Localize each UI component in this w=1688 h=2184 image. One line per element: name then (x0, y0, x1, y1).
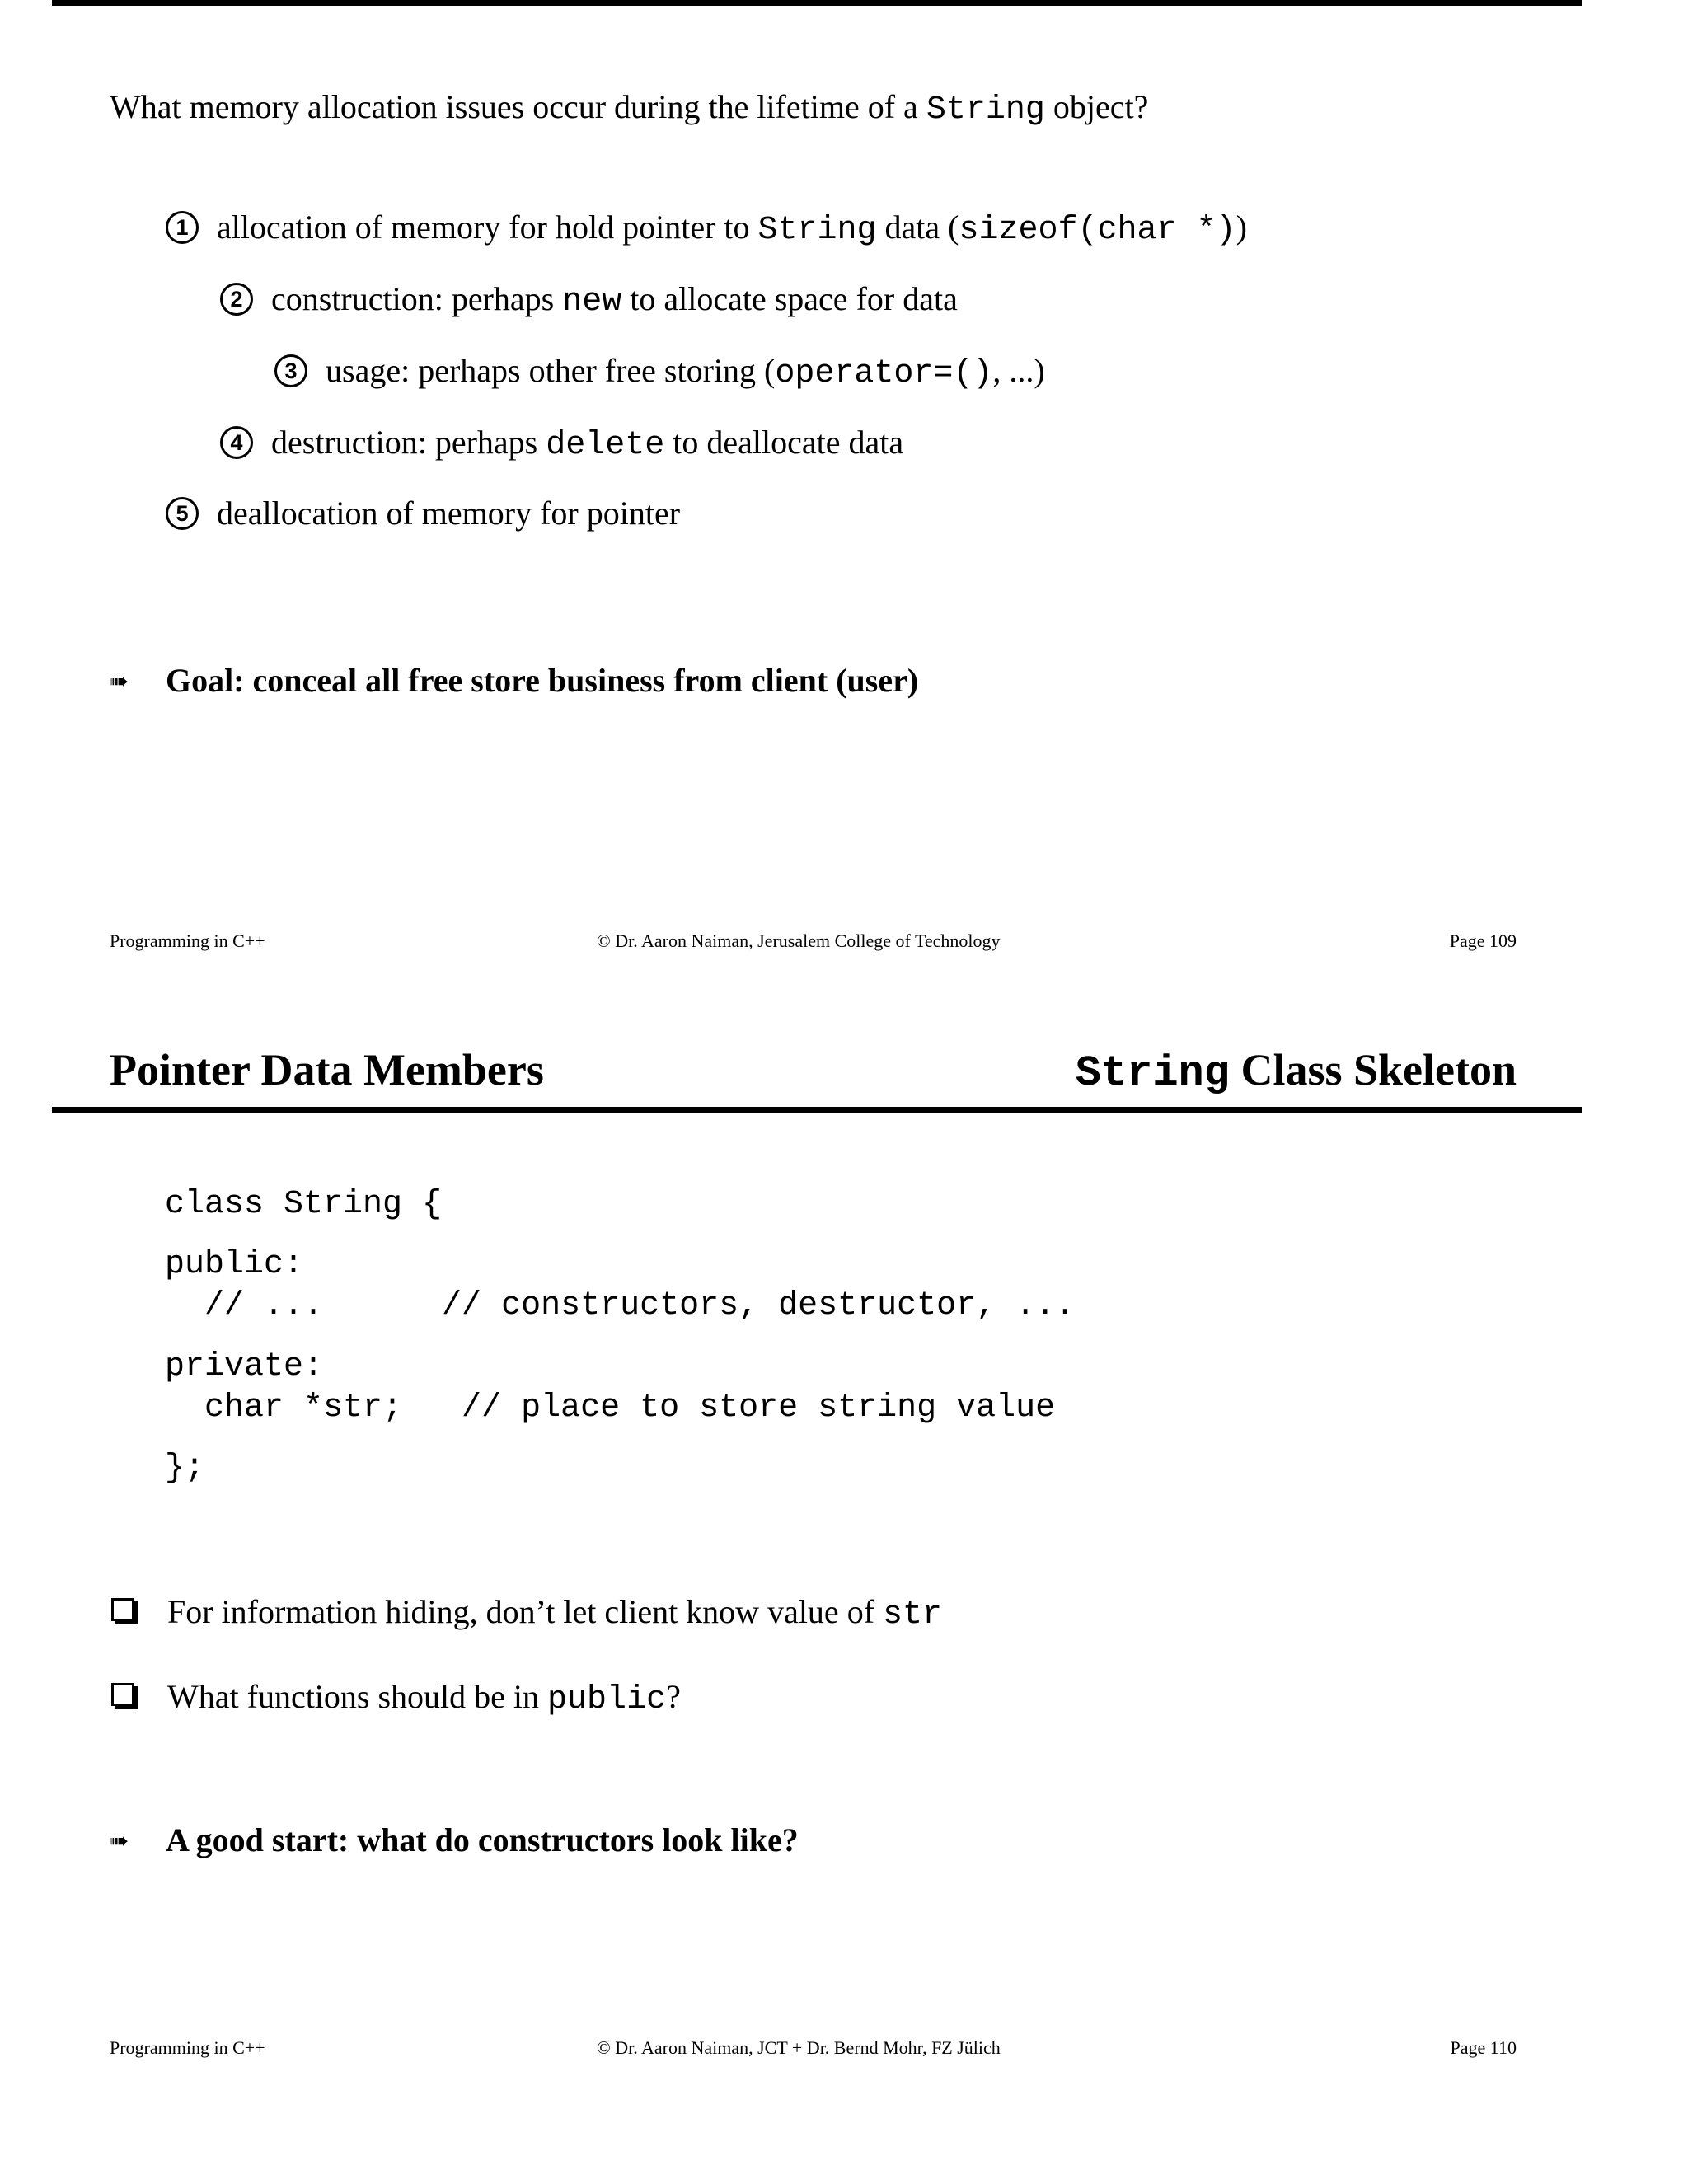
code-line-4: private: (165, 1348, 324, 1385)
arrow-right-icon: ➠ (110, 1827, 129, 1854)
goal-110-text: A good start: what do constructors look like? (166, 1821, 799, 1858)
code-line-1: class String { (165, 1186, 443, 1223)
page-title-right-code: String (1075, 1049, 1230, 1098)
step-5-text: deallocation of memory for pointer (217, 494, 681, 532)
step-2 (220, 278, 958, 324)
circled-number-icon: 3 (274, 354, 307, 387)
bullet-1-text: For information hiding, don’t let client know value of (167, 1593, 884, 1630)
goal-109 (110, 659, 918, 703)
bullet-1 (110, 1591, 942, 1637)
step-3-code: operator=() (775, 355, 993, 392)
circled-number-icon: 4 (220, 426, 253, 459)
step-3 (274, 349, 1045, 396)
goal-109-text: Goal: conceal all free store business from client (user) (166, 662, 919, 699)
step-4-code: delete (546, 427, 665, 464)
question-post: object? (1044, 88, 1149, 125)
circled-number-icon: 5 (166, 497, 199, 530)
question-line (110, 86, 1148, 132)
step-4 (220, 421, 903, 467)
step-1-code: String (757, 212, 877, 249)
question-pre: What memory allocation issues occur during the lifetime of a (110, 88, 926, 125)
circled-number-icon: 1 (166, 211, 199, 244)
goal-110 (110, 1819, 799, 1863)
checkbox-bullet-icon (111, 1598, 134, 1621)
step-2-text: construction: perhaps (271, 280, 563, 317)
footer-left-110: Programming in C++ (110, 2037, 265, 2058)
step-1-code2: sizeof(char *) (959, 212, 1236, 249)
step-1 (166, 206, 1247, 252)
footer-right-109: Page 109 (1449, 930, 1517, 951)
footer-center-110: © Dr. Aaron Naiman, JCT + Dr. Bernd Mohr, FZ Jülich (597, 2037, 1001, 2058)
code-line-5: char *str; // place to store string value (165, 1390, 1056, 1427)
step-3-text: usage: perhaps other free storing ( (326, 352, 776, 389)
page-title-right (1076, 1043, 1517, 1100)
step-1-post: ) (1236, 209, 1247, 246)
code-line-2: public: (165, 1246, 304, 1283)
code-line-3: // ... // constructors, destructor, ... (165, 1287, 1076, 1324)
bullet-2-text: What functions should be in (167, 1678, 548, 1715)
bullet-2 (110, 1675, 681, 1722)
step-1-mid: data ( (876, 209, 959, 246)
arrow-right-icon: ➠ (110, 668, 129, 695)
page-title-left: Pointer Data Members (110, 1045, 544, 1094)
step-4-post: to deallocate data (664, 424, 904, 461)
bullet-2-code: public (547, 1681, 667, 1718)
step-5 (166, 492, 680, 535)
checkbox-bullet-icon (111, 1683, 134, 1706)
title-rule (52, 1107, 1582, 1113)
step-3-post: , ...) (992, 352, 1045, 389)
step-4-text: destruction: perhaps (271, 424, 546, 461)
footer-center-109: © Dr. Aaron Naiman, Jerusalem College of Technology (597, 930, 1001, 951)
footer-right-110: Page 110 (1450, 2037, 1517, 2058)
top-rule (52, 0, 1582, 6)
bullet-2-post: ? (666, 1678, 681, 1715)
step-2-code: new (562, 284, 622, 321)
code-line-6: }; (165, 1450, 205, 1487)
step-2-post: to allocate space for data (621, 280, 958, 317)
page-title-right-text: Class Skeleton (1229, 1045, 1517, 1094)
bullet-1-code: str (883, 1596, 943, 1633)
circled-number-icon: 2 (220, 283, 253, 316)
step-1-text: allocation of memory for hold pointer to (217, 209, 758, 246)
question-code: String (926, 91, 1045, 129)
footer-left-109: Programming in C++ (110, 930, 265, 951)
